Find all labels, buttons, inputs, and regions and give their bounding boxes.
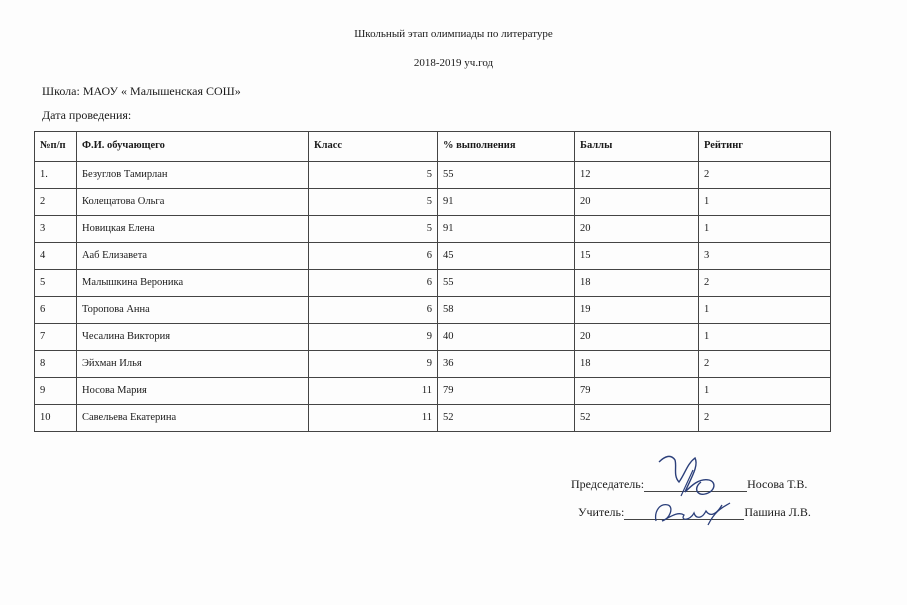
header-percent: % выполнения — [438, 132, 575, 162]
cell-score: 52 — [575, 405, 699, 432]
cell-grade: 9 — [309, 351, 438, 378]
cell-grade: 6 — [309, 297, 438, 324]
table-row — [35, 270, 831, 297]
cell-rating: 1 — [699, 297, 831, 324]
cell-name: Торопова Анна — [77, 297, 309, 324]
academic-year: 2018-2019 уч.год — [413, 57, 494, 69]
cell-name: Носова Мария — [77, 378, 309, 405]
header-grade: Класс — [309, 132, 438, 162]
cell-name: Савельева Екатерина — [77, 405, 309, 432]
table-row — [35, 162, 831, 189]
table-row — [35, 324, 831, 351]
cell-rating: 2 — [699, 162, 831, 189]
table-row — [35, 351, 831, 378]
cell-percent: 36 — [438, 351, 575, 378]
table-row — [35, 405, 831, 432]
cell-rating: 2 — [699, 270, 831, 297]
cell-percent: 79 — [438, 378, 575, 405]
cell-number: 6 — [35, 297, 77, 324]
cell-percent: 40 — [438, 324, 575, 351]
cell-percent: 91 — [438, 189, 575, 216]
cell-percent: 52 — [438, 405, 575, 432]
cell-rating: 1 — [699, 189, 831, 216]
cell-score: 18 — [575, 351, 699, 378]
chair-name: Носова Т.В. — [747, 477, 808, 491]
cell-name: Безуглов Тамирлан — [77, 162, 309, 189]
cell-rating: 1 — [699, 216, 831, 243]
header-rating: Рейтинг — [699, 132, 831, 162]
cell-number: 10 — [35, 405, 77, 432]
table-row — [35, 189, 831, 216]
teacher-name: Пашина Л.В. — [744, 505, 811, 519]
cell-score: 19 — [575, 297, 699, 324]
cell-name: Чесалина Виктория — [77, 324, 309, 351]
cell-rating: 1 — [699, 378, 831, 405]
cell-percent: 55 — [438, 162, 575, 189]
cell-score: 20 — [575, 324, 699, 351]
table-row — [35, 216, 831, 243]
cell-name: Малышкина Вероника — [77, 270, 309, 297]
cell-grade: 5 — [309, 189, 438, 216]
cell-number: 4 — [35, 243, 77, 270]
table-row — [35, 243, 831, 270]
cell-percent: 58 — [438, 297, 575, 324]
cell-rating: 3 — [699, 243, 831, 270]
cell-number: 9 — [35, 378, 77, 405]
table-header-row — [35, 132, 831, 162]
cell-grade: 5 — [309, 162, 438, 189]
cell-number: 8 — [35, 351, 77, 378]
cell-grade: 6 — [309, 243, 438, 270]
cell-name: Эйхман Илья — [77, 351, 309, 378]
table-row — [35, 297, 831, 324]
cell-score: 20 — [575, 216, 699, 243]
cell-name: Новицкая Елена — [77, 216, 309, 243]
cell-score: 79 — [575, 378, 699, 405]
cell-grade: 9 — [309, 324, 438, 351]
cell-grade: 6 — [309, 270, 438, 297]
header-name: Ф.И. обучающего — [77, 132, 309, 162]
date-label: Дата проведения: — [42, 108, 132, 122]
cell-number: 2 — [35, 189, 77, 216]
cell-grade: 11 — [309, 405, 438, 432]
teacher-label: Учитель: — [578, 505, 625, 519]
cell-percent: 55 — [438, 270, 575, 297]
cell-score: 15 — [575, 243, 699, 270]
cell-percent: 45 — [438, 243, 575, 270]
cell-name: Колещатова Ольга — [77, 189, 309, 216]
results-table — [34, 131, 831, 432]
cell-score: 20 — [575, 189, 699, 216]
cell-number: 1. — [35, 162, 77, 189]
cell-number: 7 — [35, 324, 77, 351]
document-title: Школьный этап олимпиады по литературе — [354, 28, 553, 40]
cell-rating: 2 — [699, 405, 831, 432]
cell-number: 3 — [35, 216, 77, 243]
chair-handwritten-signature — [655, 452, 730, 502]
cell-grade: 5 — [309, 216, 438, 243]
cell-score: 18 — [575, 270, 699, 297]
cell-name: Ааб Елизавета — [77, 243, 309, 270]
header-score: Баллы — [575, 132, 699, 162]
cell-percent: 91 — [438, 216, 575, 243]
cell-score: 12 — [575, 162, 699, 189]
cell-rating: 1 — [699, 324, 831, 351]
cell-rating: 2 — [699, 351, 831, 378]
table-row — [35, 378, 831, 405]
chair-label: Председатель: — [571, 477, 645, 491]
school-name: Школа: МАОУ « Малышенская СОШ» — [42, 84, 241, 98]
cell-number: 5 — [35, 270, 77, 297]
teacher-handwritten-signature — [650, 497, 735, 529]
header-number: №п/п — [35, 132, 77, 162]
cell-grade: 11 — [309, 378, 438, 405]
